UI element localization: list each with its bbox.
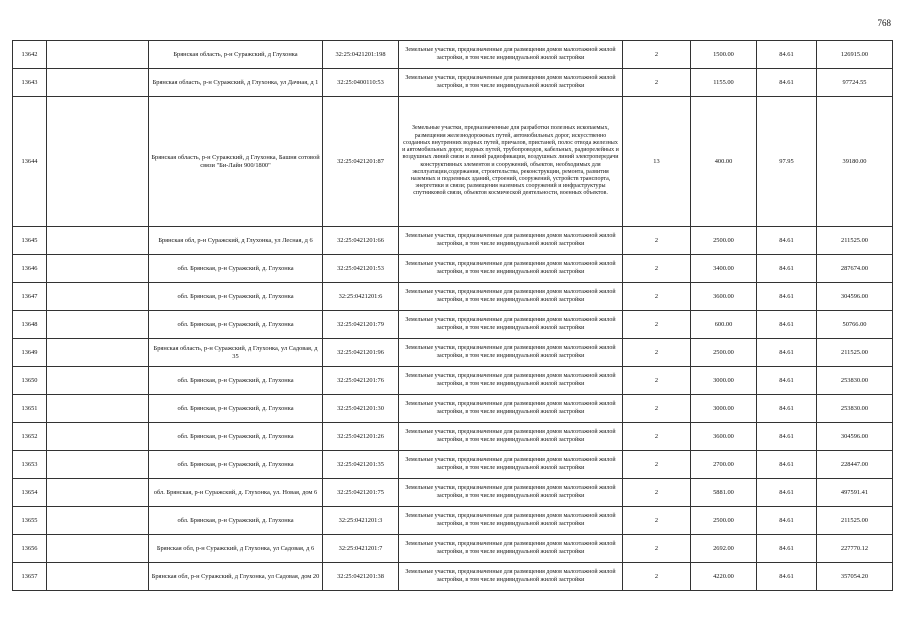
row-number-cell: 13643	[13, 69, 47, 97]
spacer-cell	[47, 367, 149, 395]
cadastral-value-cell: 50766.00	[817, 311, 893, 339]
address-cell: Брянская обл, р-н Суражский, д Глухонка, ул Садовая, д 6	[149, 535, 323, 563]
cadastral-number-cell: 32:25:0421201:3	[323, 507, 399, 535]
row-number-cell: 13649	[13, 339, 47, 367]
rate-cell: 97.95	[757, 97, 817, 227]
cadastral-number-cell: 32:25:0421201:38	[323, 563, 399, 591]
group-cell: 2	[623, 395, 691, 423]
cadastral-number-cell: 32:25:0421201:75	[323, 479, 399, 507]
cadastral-number-cell: 32:25:0421201:30	[323, 395, 399, 423]
row-number-cell: 13654	[13, 479, 47, 507]
spacer-cell	[47, 451, 149, 479]
group-cell: 2	[623, 41, 691, 69]
area-cell: 4220.00	[691, 563, 757, 591]
area-cell: 3600.00	[691, 283, 757, 311]
row-number-cell: 13656	[13, 535, 47, 563]
rate-cell: 84.61	[757, 507, 817, 535]
land-purpose-cell: Земельные участки, предназначенные для размещения домов малоэтажной жилой застройки, в том числе индивидуальной жилой застройки	[399, 227, 623, 255]
spacer-cell	[47, 69, 149, 97]
rate-cell: 84.61	[757, 535, 817, 563]
rate-cell: 84.61	[757, 227, 817, 255]
address-cell: обл. Брянская, р-н Суражский, д. Глухонка	[149, 395, 323, 423]
cadastral-value-cell: 304596.00	[817, 423, 893, 451]
rate-cell: 84.61	[757, 339, 817, 367]
area-cell: 2500.00	[691, 507, 757, 535]
cadastral-number-cell: 32:25:0421201:53	[323, 255, 399, 283]
rate-cell: 84.61	[757, 451, 817, 479]
cadastral-number-cell: 32:25:0400110:53	[323, 69, 399, 97]
land-purpose-cell: Земельные участки, предназначенные для размещения домов малоэтажной жилой застройки, в том числе индивидуальной жилой застройки	[399, 451, 623, 479]
land-purpose-cell: Земельные участки, предназначенные для размещения домов малоэтажной жилой застройки, в том числе индивидуальной жилой застройки	[399, 69, 623, 97]
group-cell: 2	[623, 339, 691, 367]
table-row	[13, 311, 893, 339]
rate-cell: 84.61	[757, 283, 817, 311]
cadastral-value-cell: 253830.00	[817, 367, 893, 395]
cadastral-value-cell: 211525.00	[817, 339, 893, 367]
row-number-cell: 13647	[13, 283, 47, 311]
spacer-cell	[47, 311, 149, 339]
land-purpose-cell: Земельные участки, предназначенные для размещения домов малоэтажной жилой застройки, в том числе индивидуальной жилой застройки	[399, 339, 623, 367]
area-cell: 2700.00	[691, 451, 757, 479]
group-cell: 2	[623, 507, 691, 535]
spacer-cell	[47, 479, 149, 507]
cadastral-value-cell: 287674.00	[817, 255, 893, 283]
address-cell: Брянская область, р-н Суражский, д Глухонка, Башня сотовой связи "Би-Лайн 900/1800"	[149, 97, 323, 227]
row-number-cell: 13657	[13, 563, 47, 591]
cadastral-value-cell: 39180.00	[817, 97, 893, 227]
spacer-cell	[47, 563, 149, 591]
land-purpose-cell: Земельные участки, предназначенные для размещения домов малоэтажной жилой застройки, в том числе индивидуальной жилой застройки	[399, 311, 623, 339]
spacer-cell	[47, 339, 149, 367]
cadastral-number-cell: 32:25:0421201:79	[323, 311, 399, 339]
rate-cell: 84.61	[757, 69, 817, 97]
group-cell: 2	[623, 283, 691, 311]
address-cell: Брянская обл, р-н Суражский, д Глухонка, ул Садовая, дом 20	[149, 563, 323, 591]
cadastral-number-cell: 32:25:0421201:66	[323, 227, 399, 255]
address-cell: обл. Брянская, р-н Суражский, д. Глухонка	[149, 311, 323, 339]
address-cell: обл. Брянская, р-н Суражский, д. Глухонка	[149, 283, 323, 311]
row-number-cell: 13651	[13, 395, 47, 423]
page-number: 768	[877, 18, 891, 28]
cadastral-value-cell: 228447.00	[817, 451, 893, 479]
address-cell: обл. Брянская, р-н Суражский, д. Глухонка, ул. Новая, дом 6	[149, 479, 323, 507]
group-cell: 13	[623, 97, 691, 227]
group-cell: 2	[623, 367, 691, 395]
land-purpose-cell: Земельные участки, предназначенные для размещения домов малоэтажной жилой застройки, в том числе индивидуальной жилой застройки	[399, 423, 623, 451]
table-row	[13, 69, 893, 97]
group-cell: 2	[623, 311, 691, 339]
spacer-cell	[47, 41, 149, 69]
cadastral-number-cell: 32:25:0421201:7	[323, 535, 399, 563]
area-cell: 2500.00	[691, 227, 757, 255]
table-row	[13, 535, 893, 563]
land-purpose-cell: Земельные участки, предназначенные для размещения домов малоэтажной жилой застройки, в том числе индивидуальной жилой застройки	[399, 479, 623, 507]
address-cell: обл. Брянская, р-н Суражский, д. Глухонка	[149, 255, 323, 283]
cadastral-number-cell: 32:25:0421201:198	[323, 41, 399, 69]
cadastral-number-cell: 32:25:0421201:35	[323, 451, 399, 479]
table-row	[13, 451, 893, 479]
group-cell: 2	[623, 423, 691, 451]
cadastral-value-cell: 97724.55	[817, 69, 893, 97]
table-row	[13, 395, 893, 423]
spacer-cell	[47, 423, 149, 451]
group-cell: 2	[623, 479, 691, 507]
row-number-cell: 13646	[13, 255, 47, 283]
group-cell: 2	[623, 227, 691, 255]
row-number-cell: 13653	[13, 451, 47, 479]
address-cell: обл. Брянская, р-н Суражский, д. Глухонка	[149, 367, 323, 395]
rate-cell: 84.61	[757, 367, 817, 395]
rate-cell: 84.61	[757, 255, 817, 283]
group-cell: 2	[623, 535, 691, 563]
row-number-cell: 13645	[13, 227, 47, 255]
table-row	[13, 283, 893, 311]
land-purpose-cell: Земельные участки, предназначенные для размещения домов малоэтажной жилой застройки, в том числе индивидуальной жилой застройки	[399, 563, 623, 591]
address-cell: обл. Брянская, р-н Суражский, д. Глухонка	[149, 507, 323, 535]
spacer-cell	[47, 395, 149, 423]
row-number-cell: 13655	[13, 507, 47, 535]
spacer-cell	[47, 227, 149, 255]
cadastral-number-cell: 32:25:0421201:96	[323, 339, 399, 367]
table-row	[13, 339, 893, 367]
cadastral-number-cell: 32:25:0421201:87	[323, 97, 399, 227]
rate-cell: 84.61	[757, 563, 817, 591]
address-cell: обл. Брянская, р-н Суражский, д. Глухонка	[149, 423, 323, 451]
table-row	[13, 41, 893, 69]
rate-cell: 84.61	[757, 311, 817, 339]
land-registry-table	[12, 40, 893, 591]
rate-cell: 84.61	[757, 395, 817, 423]
area-cell: 3600.00	[691, 423, 757, 451]
rate-cell: 84.61	[757, 41, 817, 69]
land-purpose-cell: Земельные участки, предназначенные для размещения домов малоэтажной жилой застройки, в том числе индивидуальной жилой застройки	[399, 367, 623, 395]
table-row	[13, 97, 893, 227]
address-cell: Брянская область, р-н Суражский, д Глухонка, ул Дачная, д 1	[149, 69, 323, 97]
group-cell: 2	[623, 451, 691, 479]
address-cell: Брянская обл, р-н Суражский, д Глухонка, ул Лесная, д 6	[149, 227, 323, 255]
land-purpose-cell: Земельные участки, предназначенные для размещения домов малоэтажной жилой застройки, в том числе индивидуальной жилой застройки	[399, 41, 623, 69]
cadastral-value-cell: 126915.00	[817, 41, 893, 69]
area-cell: 2500.00	[691, 339, 757, 367]
cadastral-value-cell: 211525.00	[817, 227, 893, 255]
table-row	[13, 563, 893, 591]
row-number-cell: 13648	[13, 311, 47, 339]
land-purpose-cell: Земельные участки, предназначенные для разработки полезных ископаемых, размещения железнодорожных путей, автомобильных дорог, искусственно созданных внутренних водных путей, причалов, пристаней, полос отвода железных и автомобильных дорог, водных путей, трубопроводов, кабельных, радиорелейных и воздушных линий связи и линий радиофикации, воздушных линий электропередачи конструктивных элементов и сооружений, объектов, необходимых для эксплуатации,содержания, строительства, реконструкции, ремонта, развития наземных и подземных зданий, строений, сооружений, устройств транспорта, энергетики и связи; размещения наземных сооружений и инфраструктуры спутниковой связи, объектов космической деятельности, военных объектов.	[399, 97, 623, 227]
land-purpose-cell: Земельные участки, предназначенные для размещения домов малоэтажной жилой застройки, в том числе индивидуальной жилой застройки	[399, 255, 623, 283]
row-number-cell: 13650	[13, 367, 47, 395]
address-cell: Брянская область, р-н Суражский, д Глухонка, ул Садовая, д 35	[149, 339, 323, 367]
spacer-cell	[47, 535, 149, 563]
spacer-cell	[47, 507, 149, 535]
cadastral-value-cell: 304596.00	[817, 283, 893, 311]
table-row	[13, 479, 893, 507]
area-cell: 400.00	[691, 97, 757, 227]
land-purpose-cell: Земельные участки, предназначенные для размещения домов малоэтажной жилой застройки, в том числе индивидуальной жилой застройки	[399, 535, 623, 563]
area-cell: 1155.00	[691, 69, 757, 97]
table-body	[13, 41, 893, 591]
land-purpose-cell: Земельные участки, предназначенные для размещения домов малоэтажной жилой застройки, в том числе индивидуальной жилой застройки	[399, 507, 623, 535]
area-cell: 600.00	[691, 311, 757, 339]
group-cell: 2	[623, 69, 691, 97]
area-cell: 5881.00	[691, 479, 757, 507]
area-cell: 3000.00	[691, 395, 757, 423]
table-row	[13, 507, 893, 535]
table-row	[13, 255, 893, 283]
row-number-cell: 13642	[13, 41, 47, 69]
rate-cell: 84.61	[757, 479, 817, 507]
cadastral-value-cell: 211525.00	[817, 507, 893, 535]
area-cell: 2692.00	[691, 535, 757, 563]
rate-cell: 84.61	[757, 423, 817, 451]
land-purpose-cell: Земельные участки, предназначенные для размещения домов малоэтажной жилой застройки, в том числе индивидуальной жилой застройки	[399, 283, 623, 311]
land-purpose-cell: Земельные участки, предназначенные для размещения домов малоэтажной жилой застройки, в том числе индивидуальной жилой застройки	[399, 395, 623, 423]
row-number-cell: 13644	[13, 97, 47, 227]
address-cell: обл. Брянская, р-н Суражский, д. Глухонка	[149, 451, 323, 479]
group-cell: 2	[623, 563, 691, 591]
spacer-cell	[47, 283, 149, 311]
area-cell: 3400.00	[691, 255, 757, 283]
cadastral-value-cell: 227770.12	[817, 535, 893, 563]
cadastral-number-cell: 32:25:0421201:6	[323, 283, 399, 311]
area-cell: 3000.00	[691, 367, 757, 395]
spacer-cell	[47, 255, 149, 283]
area-cell: 1500.00	[691, 41, 757, 69]
table-row	[13, 367, 893, 395]
cadastral-value-cell: 497591.41	[817, 479, 893, 507]
cadastral-value-cell: 357054.20	[817, 563, 893, 591]
table-row	[13, 423, 893, 451]
address-cell: Брянская область, р-н Суражский, д Глухонка	[149, 41, 323, 69]
row-number-cell: 13652	[13, 423, 47, 451]
table-row	[13, 227, 893, 255]
cadastral-value-cell: 253830.00	[817, 395, 893, 423]
cadastral-number-cell: 32:25:0421201:26	[323, 423, 399, 451]
spacer-cell	[47, 97, 149, 227]
cadastral-number-cell: 32:25:0421201:76	[323, 367, 399, 395]
group-cell: 2	[623, 255, 691, 283]
